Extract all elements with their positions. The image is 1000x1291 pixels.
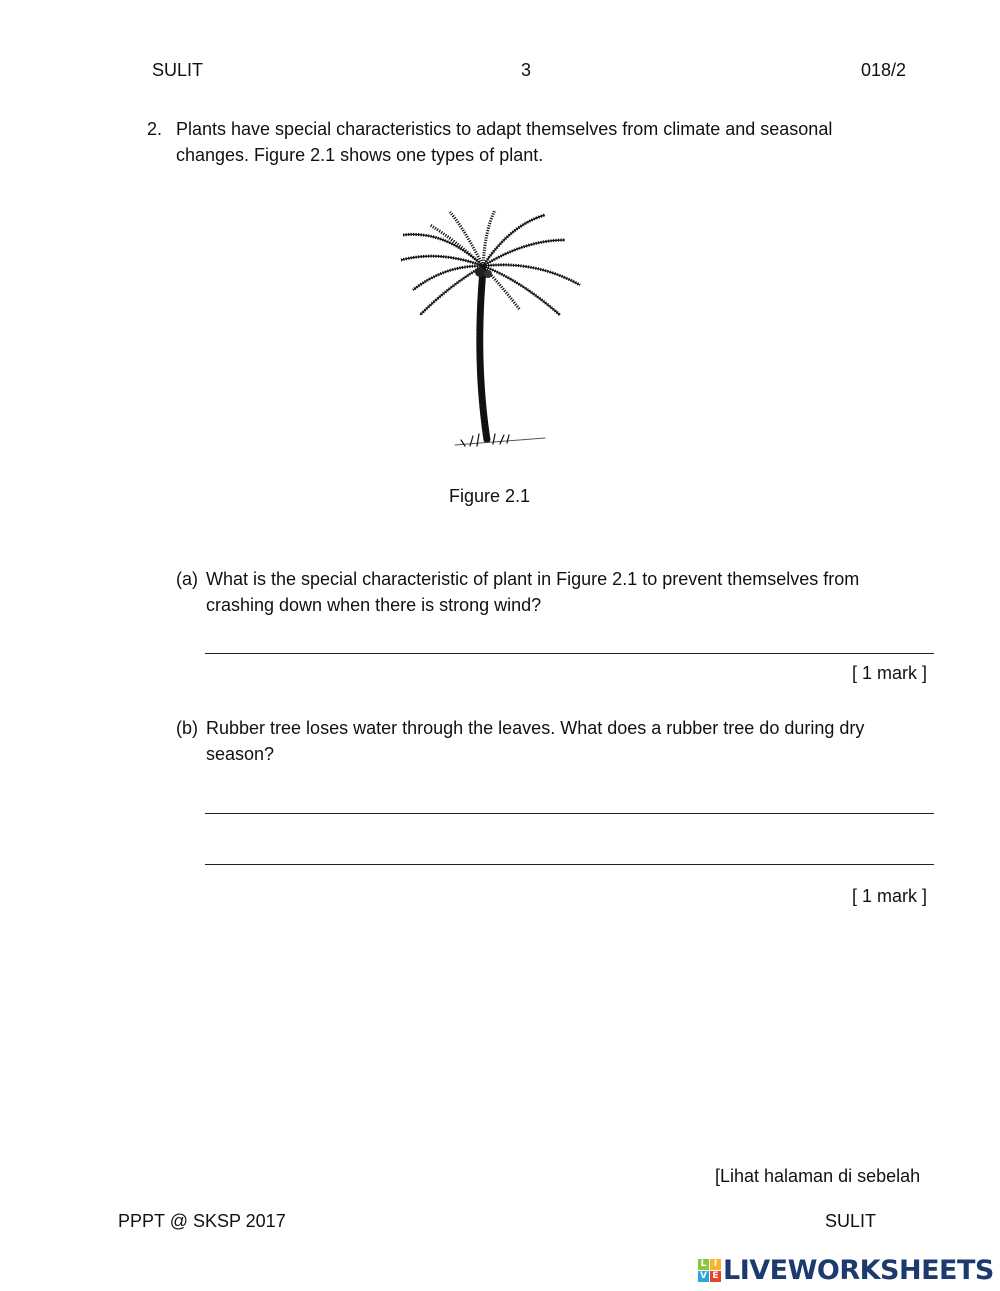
header-sulit: SULIT xyxy=(152,60,204,80)
part-b-line1: Rubber tree loses water through the leaves. What does a rubber tree do during dry xyxy=(206,718,865,738)
part-a-marks: [ 1 mark ] xyxy=(852,663,928,683)
question-intro-line2: changes. Figure 2.1 shows one types of plant. xyxy=(176,145,544,165)
part-b-label: (b) xyxy=(176,718,198,738)
logo-cube: V xyxy=(698,1271,709,1282)
question-intro-line1: Plants have special characteristics to adapt themselves from climate and seasonal xyxy=(176,119,833,139)
header-page-number: 3 xyxy=(521,60,532,80)
header-code: 018/2 xyxy=(861,60,907,80)
part-b-marks: [ 1 mark ] xyxy=(852,886,928,906)
logo-text: LIVEWORKSHEETS xyxy=(723,1255,994,1286)
part-a-answer-line[interactable] xyxy=(205,653,934,654)
palm-tree-figure xyxy=(395,200,595,460)
part-a-line1: What is the special characteristic of plant in Figure 2.1 to prevent themselves from xyxy=(206,569,860,589)
logo-cube: E xyxy=(710,1271,721,1282)
question-number: 2. xyxy=(147,119,163,139)
logo-cube: L xyxy=(698,1259,709,1270)
part-b-answer-line-2[interactable] xyxy=(205,864,934,865)
part-a-label: (a) xyxy=(176,569,198,589)
figure-caption: Figure 2.1 xyxy=(449,486,531,506)
footer-copyright: PPPT @ SKSP 2017 xyxy=(118,1211,286,1231)
part-b-line2: season? xyxy=(206,744,275,764)
part-b-answer-line-1[interactable] xyxy=(205,813,934,814)
logo-cube: I xyxy=(710,1259,721,1270)
footer-next-page: [Lihat halaman di sebelah xyxy=(715,1166,921,1186)
footer-sulit: SULIT xyxy=(825,1211,877,1231)
part-a-line2: crashing down when there is strong wind? xyxy=(206,595,542,615)
liveworksheets-logo[interactable] xyxy=(698,1255,994,1286)
logo-cubes-icon xyxy=(698,1259,721,1282)
